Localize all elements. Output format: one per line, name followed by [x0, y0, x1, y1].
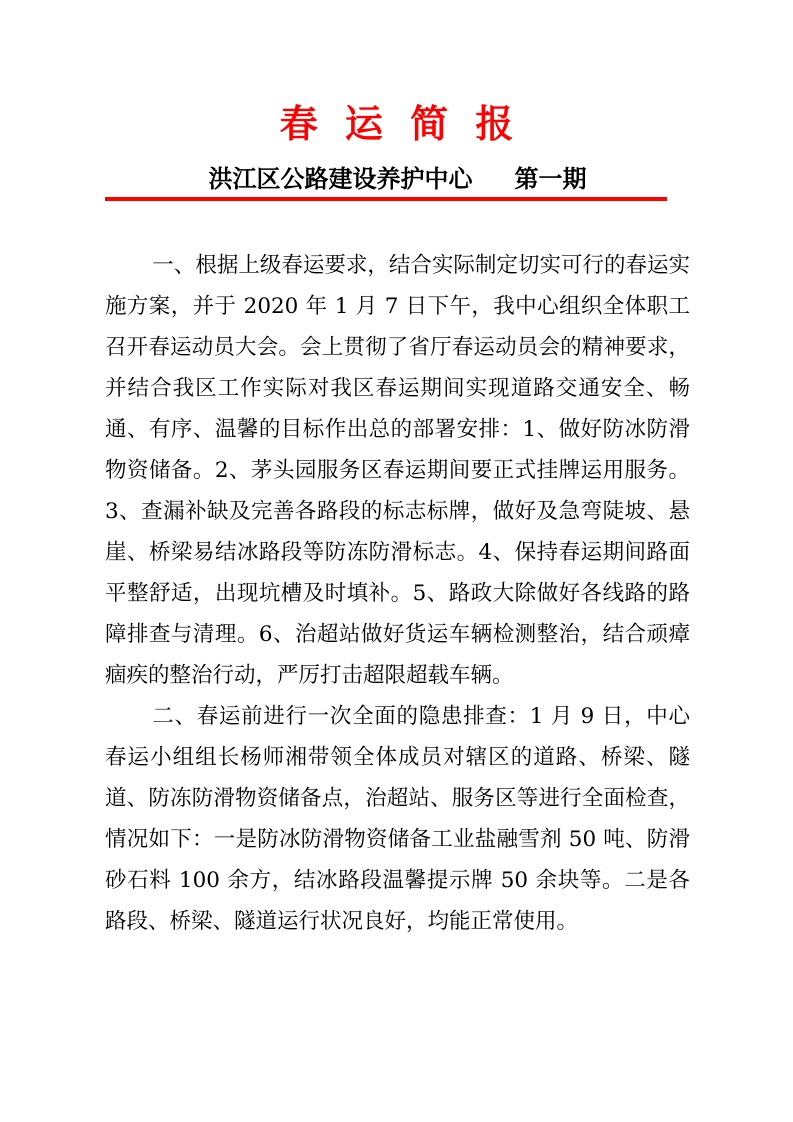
body-paragraph-1: 一、根据上级春运要求，结合实际制定切实可行的春运实施方案，并于 2020 年 1 月 7 日下午，我中心组织全体职工召开春运动员大会。会上贯彻了省厅春运动员会的精神要求，并结合我区工作实际对我区春运期间实现道路交通安全、畅通、有序、温馨的目标作出总的部署安排：1、做好防冰防滑物资储备。2、茅头园服务区春运期间要正式挂牌运用服务。3、查漏补缺及完善各路段的标志标牌，做好及急弯陡坡、悬崖、桥梁易结冰路段等防冻防滑标志。4、保持春运期间路面平整舒适，出现坑槽及时填补。5、路政大除做好各线路的路障排查与清理。6、治超站做好货运车辆检测整治，结合顽瘴痼疾的整治行动，严厉打击超限超载车辆。	[105, 253, 690, 688]
masthead-org-name: 洪江区公路建设养护中心	[208, 164, 473, 193]
red-divider-rule	[105, 197, 667, 201]
document-title: 春 运 简 报	[279, 101, 516, 146]
body-paragraph-2: 二、春运前进行一次全面的隐患排查：1 月 9 日，中心春运小组组长杨师湘带领全体成员对辖区的道路、桥梁、隧道、防冻防滑物资储备点，治超站、服务区等进行全面检查，情况如下：一是防冰防滑物资储备工业盐融雪剂 50 吨、防滑砂石料 100 余方，结冰路段温馨提示牌 50 余块等。二是各路段、桥梁、隧道运行状况良好，均能正常使用。	[105, 704, 690, 934]
document-body	[105, 245, 690, 942]
masthead-issue-number: 第一期	[514, 164, 587, 193]
document-content	[105, 0, 690, 942]
masthead	[105, 166, 690, 192]
